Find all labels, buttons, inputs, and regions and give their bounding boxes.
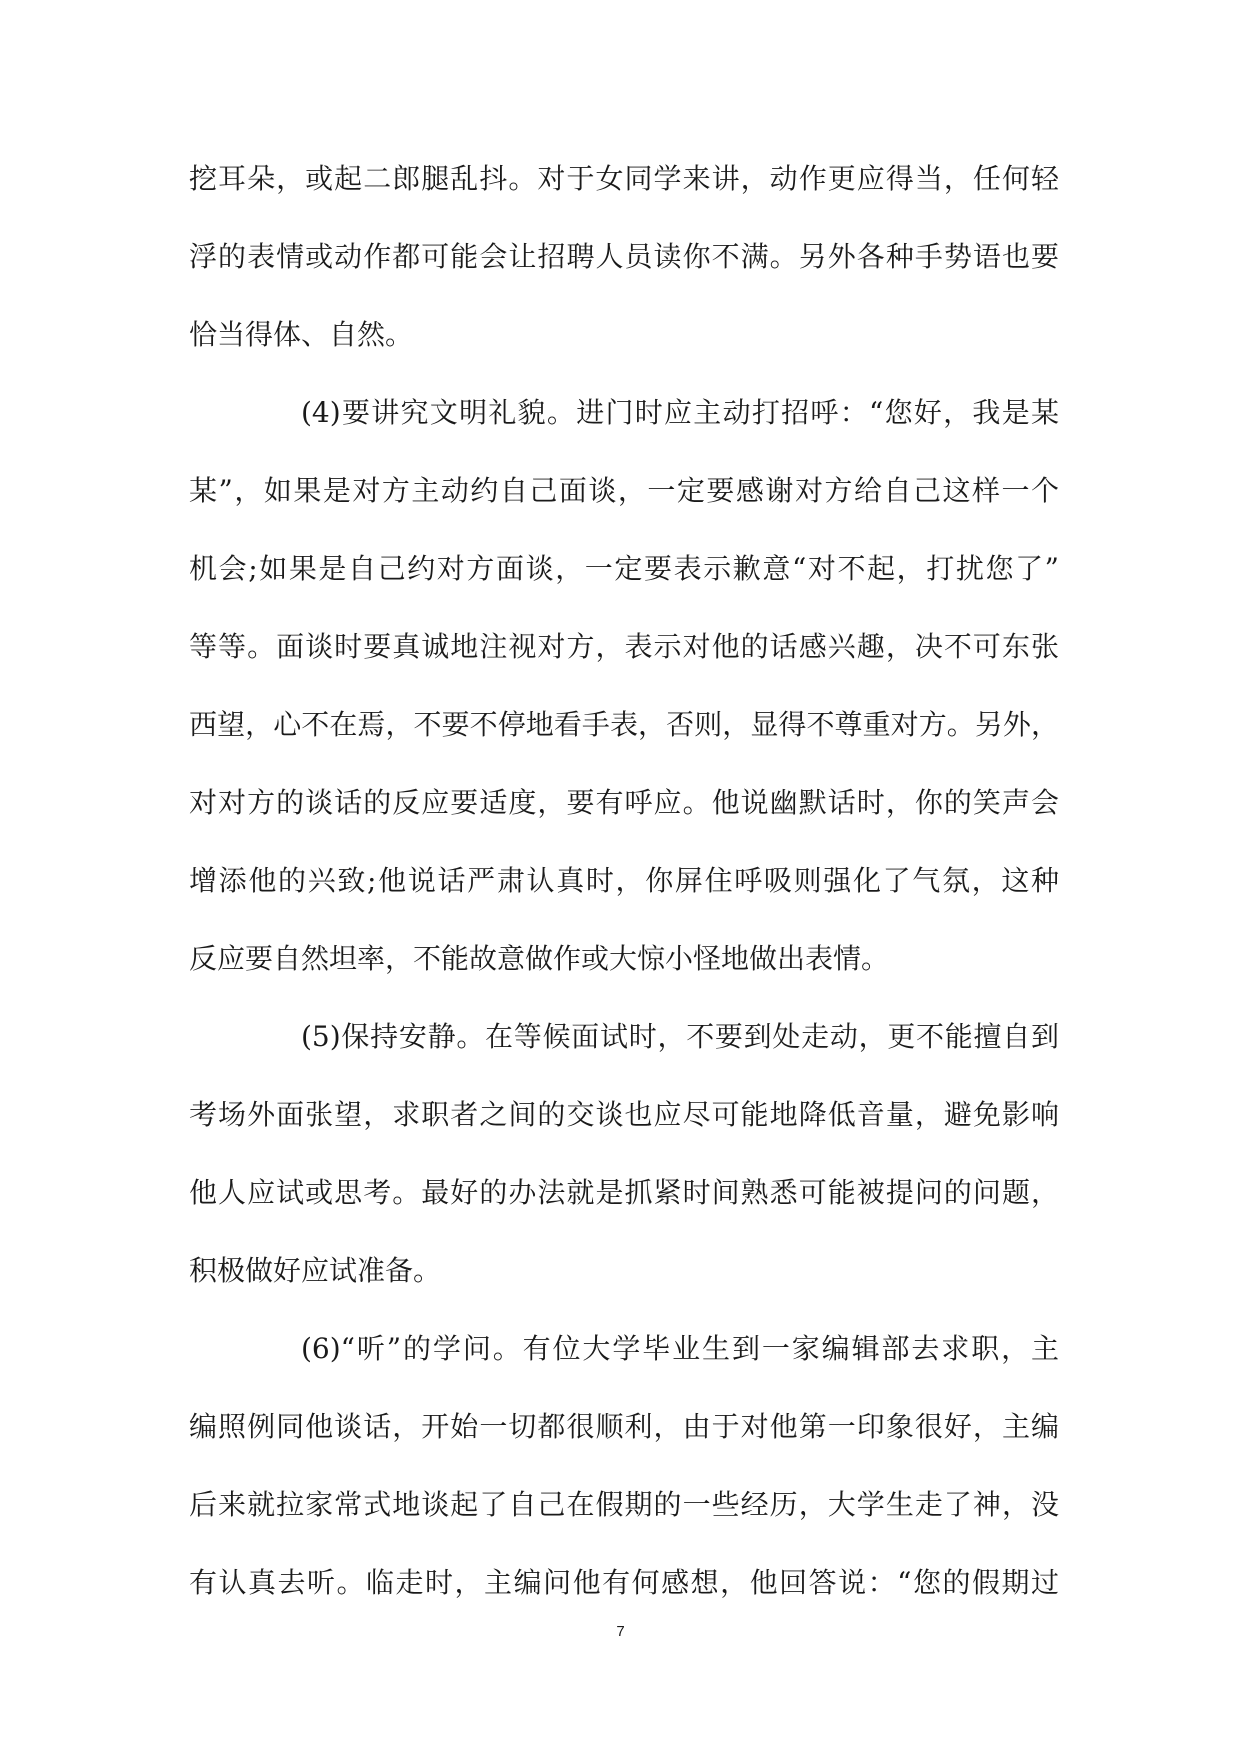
- text-line-14: 他人应试或思考。最好的办法就是抓紧时间熟悉可能被提问的问题，: [189, 1176, 1059, 1209]
- body-text: [189, 140, 1059, 1622]
- text-line-1: 挖耳朵，或起二郎腿乱抖。对于女同学来讲，动作更应得当，任何轻: [189, 162, 1059, 195]
- text-line-4: (4)要讲究文明礼貌。进门时应主动打招呼：“您好，我是某: [301, 396, 1059, 429]
- text-line-16: (6)“听”的学问。有位大学毕业生到一家编辑部去求职，主: [301, 1332, 1059, 1365]
- text-line-3: 恰当得体、自然。: [189, 318, 414, 351]
- text-line-9: 对对方的谈话的反应要适度，要有呼应。他说幽默话时，你的笑声会: [189, 786, 1059, 819]
- text-line-13: 考场外面张望，求职者之间的交谈也应尽可能地降低音量，避免影响: [189, 1098, 1059, 1131]
- text-line-15: 积极做好应试准备。: [189, 1254, 442, 1287]
- text-line-18: 后来就拉家常式地谈起了自己在假期的一些经历，大学生走了神，没: [189, 1488, 1059, 1521]
- text-line-12: (5)保持安静。在等候面试时，不要到处走动，更不能擅自到: [301, 1020, 1059, 1053]
- text-line-7: 等等。面谈时要真诚地注视对方，表示对他的话感兴趣，决不可东张: [189, 630, 1059, 663]
- text-line-6: 机会;如果是自己约对方面谈，一定要表示歉意“对不起，打扰您了”: [189, 552, 1059, 585]
- text-line-8: 西望，心不在焉，不要不停地看手表，否则，显得不尊重对方。另外，: [189, 708, 1059, 741]
- text-line-17: 编照例同他谈话，开始一切都很顺利，由于对他第一印象很好，主编: [189, 1410, 1059, 1443]
- text-line-5: 某”，如果是对方主动约自己面谈，一定要感谢对方给自己这样一个: [189, 474, 1059, 507]
- text-line-11: 反应要自然坦率，不能故意做作或大惊小怪地做出表情。: [189, 942, 890, 975]
- page-number: 7: [616, 1623, 625, 1640]
- text-line-19: 有认真去听。临走时，主编问他有何感想，他回答说：“您的假期过: [189, 1566, 1059, 1599]
- text-line-10: 增添他的兴致;他说话严肃认真时，你屏住呼吸则强化了气氛，这种: [189, 864, 1059, 897]
- text-line-2: 浮的表情或动作都可能会让招聘人员读你不满。另外各种手势语也要: [189, 240, 1059, 273]
